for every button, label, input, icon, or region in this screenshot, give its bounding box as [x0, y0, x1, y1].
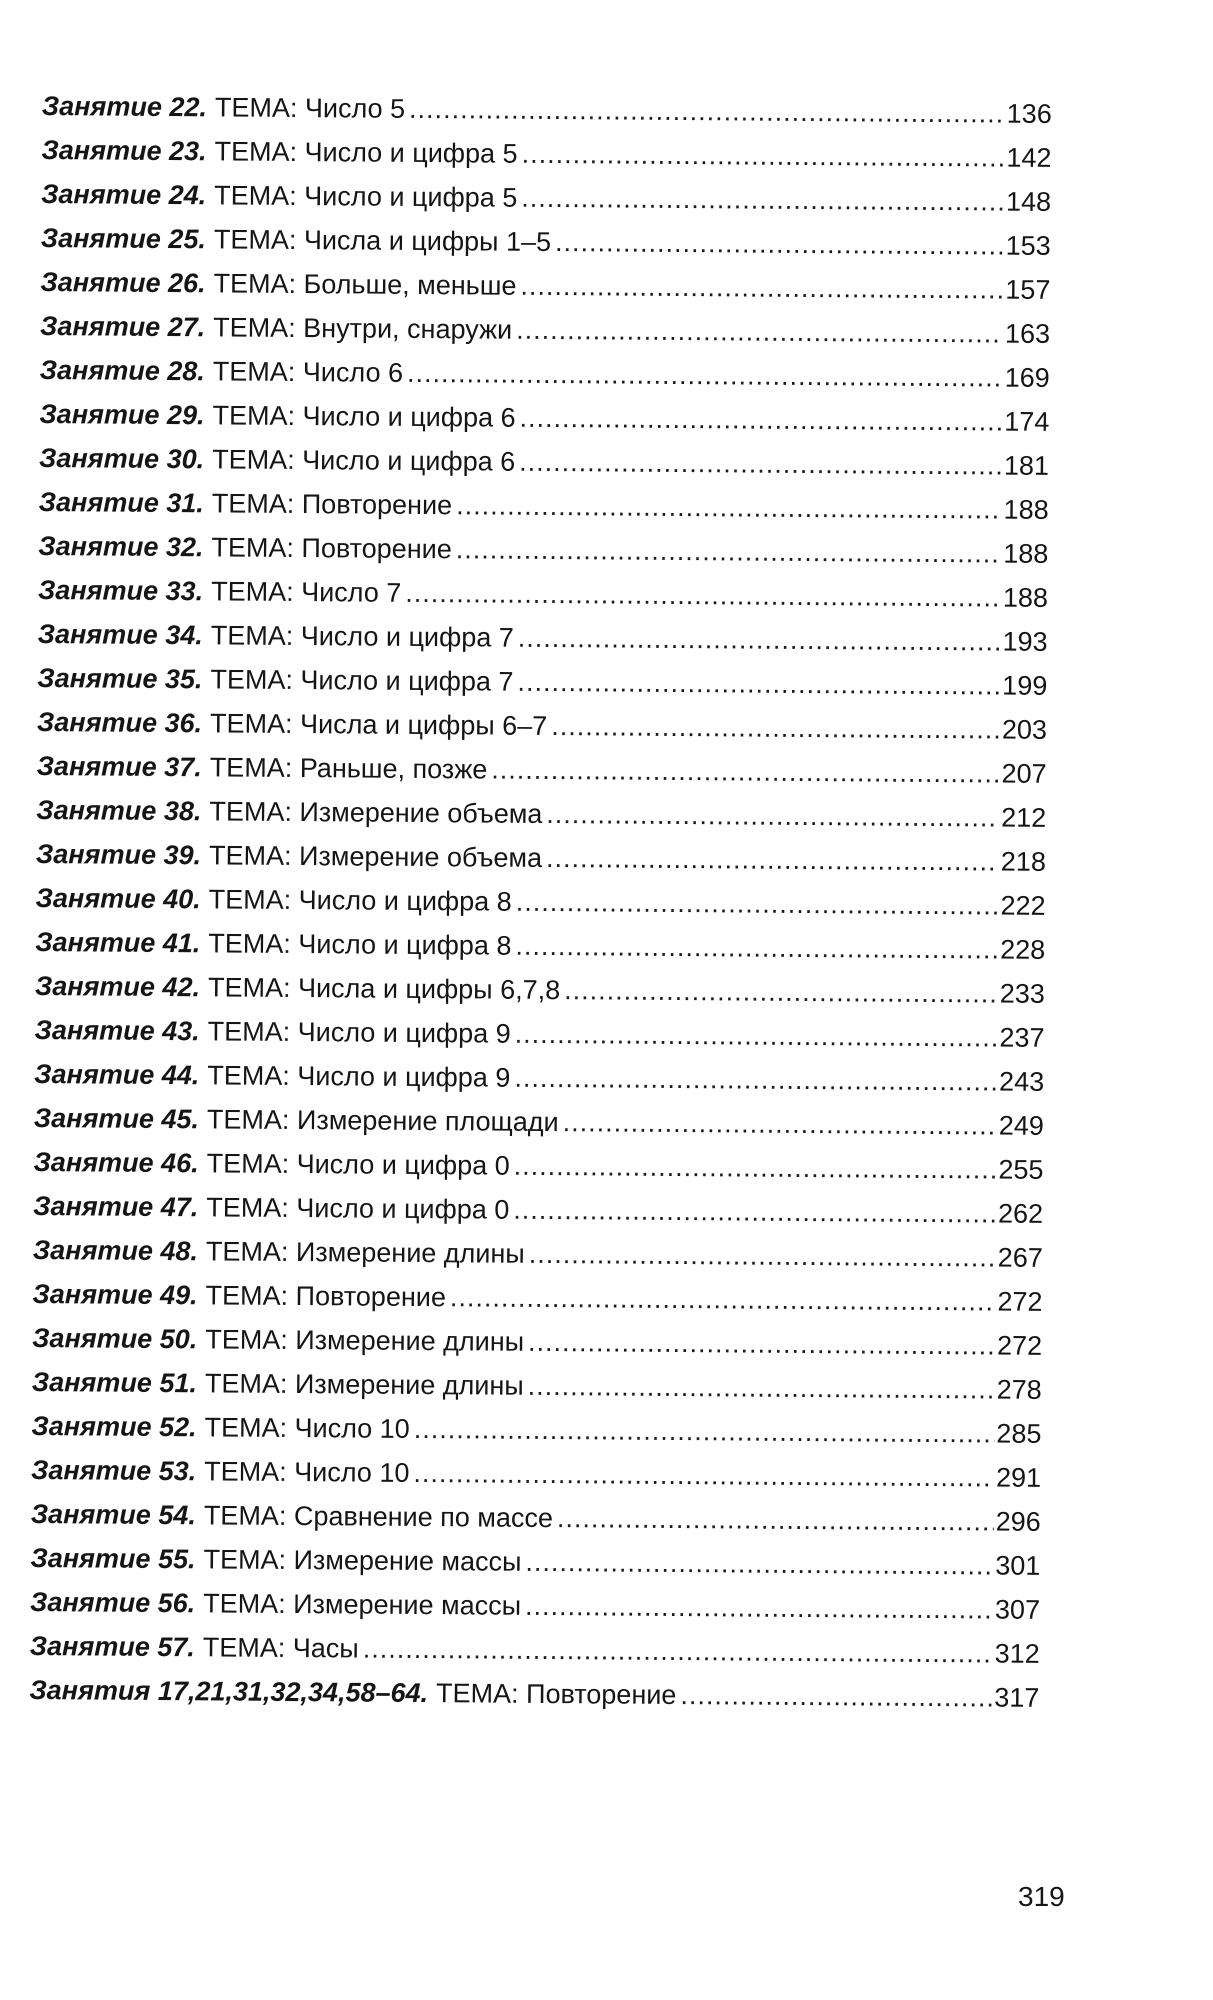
toc-entry	[40, 260, 1050, 312]
toc-entry	[38, 612, 1048, 664]
toc-entry-lesson: Занятие 31.	[38, 486, 204, 519]
toc-entry-title: ТЕМА: Сравнение по массе	[203, 1500, 554, 1534]
toc-entry	[39, 392, 1049, 444]
toc-entry	[35, 920, 1045, 972]
dot-leader	[551, 704, 1000, 752]
dot-leader	[528, 1320, 995, 1368]
toc-entry-lesson: Занятие 51.	[31, 1366, 198, 1399]
dot-leader	[555, 220, 1004, 268]
toc-entry-lesson: Занятие 37.	[36, 750, 202, 783]
toc-entry-lesson: Занятие 47.	[33, 1190, 199, 1223]
dot-leader	[521, 132, 1004, 180]
toc-entry-lesson: Занятие 48.	[32, 1234, 199, 1267]
toc-entry-title: ТЕМА: Число и цифра 7	[210, 664, 514, 697]
dot-leader	[409, 87, 1005, 136]
toc-entry-title: ТЕМА: Число и цифра 9	[207, 1016, 511, 1049]
toc-entry	[33, 1228, 1043, 1280]
toc-entry-lesson: Занятие 54.	[30, 1498, 197, 1531]
toc-entry	[34, 1052, 1044, 1104]
dot-leader	[528, 1364, 995, 1412]
toc-entry-lesson: Занятие 28.	[39, 354, 205, 387]
toc-entry-page: 243	[999, 1066, 1045, 1097]
toc-entry-title: ТЕМА: Внутри, снаружи	[213, 312, 513, 345]
toc-entry	[34, 1008, 1044, 1060]
toc-entry-lesson: Занятие 56.	[29, 1586, 196, 1619]
dot-leader	[516, 308, 1003, 356]
toc-entry-page: 249	[998, 1110, 1044, 1141]
toc-entry	[33, 1184, 1043, 1236]
toc-entry-page: 218	[1000, 846, 1047, 877]
toc-entry	[41, 216, 1051, 268]
toc-entry-lesson: Занятие 38.	[36, 794, 202, 827]
toc-entry	[39, 480, 1049, 532]
toc-entry-title: ТЕМА: Раньше, позже	[209, 752, 488, 785]
toc-entry-page: 174	[1004, 406, 1050, 437]
toc-entry-lesson: Занятие 57.	[29, 1630, 195, 1663]
toc-entry	[39, 436, 1049, 488]
toc-entry-title: ТЕМА: Число 7	[211, 576, 402, 608]
toc-entry	[32, 1272, 1042, 1324]
toc-entry-title: ТЕМА: Число 5	[214, 92, 406, 124]
toc-entry-page: 228	[1000, 934, 1046, 965]
toc-entry-lesson: Занятие 30.	[38, 442, 205, 475]
dot-leader	[518, 616, 1001, 664]
toc-entry	[41, 172, 1051, 224]
toc-entry-title: ТЕМА: Измерение длины	[205, 1324, 525, 1357]
toc-entry-title: ТЕМА: Число и цифра 0	[206, 1192, 510, 1225]
toc-entry-lesson: Занятие 26.	[40, 266, 206, 299]
toc-entry-title: ТЕМА: Число и цифра 8	[208, 884, 512, 917]
toc-entry-page: 222	[1000, 890, 1046, 921]
dot-leader	[405, 571, 1001, 620]
toc-entry	[32, 1316, 1042, 1368]
toc-entry-page: 181	[1003, 450, 1050, 481]
toc-entry-page: 207	[1001, 758, 1047, 789]
toc-entry-lesson: Занятие 34.	[37, 618, 203, 651]
toc-entry-lesson: Занятие 29.	[39, 398, 205, 431]
toc-entry-lesson: Занятие 36.	[36, 706, 203, 739]
dot-leader	[519, 440, 1002, 488]
toc-entry-title: ТЕМА: Число и цифра 0	[206, 1148, 510, 1181]
toc-entry	[36, 744, 1046, 796]
toc-entry-page: 291	[995, 1462, 1042, 1493]
toc-entry-title: ТЕМА: Число и цифра 6	[212, 444, 516, 477]
toc-entry-lesson: Занятие 55.	[30, 1542, 196, 1575]
toc-entry-page: 317	[994, 1682, 1040, 1713]
toc-entry-page: 148	[1005, 186, 1052, 217]
toc-entry	[36, 788, 1046, 840]
toc-entry-title: ТЕМА: Число 6	[212, 356, 404, 388]
dot-leader	[563, 1100, 997, 1147]
toc-entry	[35, 876, 1045, 928]
toc-entry-lesson: Занятие 25.	[40, 222, 207, 255]
toc-entry	[40, 348, 1050, 400]
toc-entry-title: ТЕМА: Часы	[202, 1632, 359, 1664]
toc-entry-lesson: Занятие 50.	[32, 1322, 198, 1355]
toc-entry-page: 199	[1002, 670, 1048, 701]
dot-leader	[516, 880, 999, 928]
toc-entry-page: 255	[998, 1154, 1044, 1185]
table-of-contents	[29, 84, 1052, 1720]
toc-entry-page: 188	[1002, 582, 1049, 613]
toc-entry	[30, 1624, 1040, 1676]
dot-leader	[514, 1056, 997, 1104]
dot-leader	[517, 660, 1000, 708]
toc-entry-title: ТЕМА: Повторение	[435, 1678, 677, 1711]
dot-leader	[521, 176, 1004, 224]
toc-entry-page: 237	[999, 1022, 1045, 1053]
dot-leader	[363, 1627, 993, 1676]
dot-leader	[546, 836, 999, 884]
dot-leader	[525, 1584, 993, 1632]
toc-entry	[30, 1580, 1040, 1632]
dot-leader	[525, 1540, 993, 1588]
dot-leader	[414, 1407, 995, 1456]
dot-leader	[520, 264, 1003, 312]
toc-entry	[40, 304, 1050, 356]
dot-leader	[515, 924, 998, 972]
toc-entry-lesson: Занятие 40.	[35, 882, 201, 915]
dot-leader	[546, 792, 999, 840]
toc-entry	[31, 1492, 1041, 1544]
dot-leader	[413, 1451, 994, 1500]
toc-entry-lesson: Занятие 32.	[38, 530, 204, 563]
toc-entry-page: 312	[994, 1638, 1040, 1669]
dot-leader	[456, 527, 1002, 575]
toc-entry	[35, 964, 1045, 1016]
toc-entry-title: ТЕМА: Измерение длины	[205, 1236, 525, 1269]
toc-entry	[37, 656, 1047, 708]
toc-entry	[31, 1404, 1041, 1456]
dot-leader	[491, 748, 1000, 796]
toc-entry-page: 296	[995, 1506, 1041, 1537]
toc-entry-title: ТЕМА: Измерение объема	[209, 796, 543, 829]
toc-entry-page: 142	[1006, 142, 1052, 173]
toc-entry-lesson: Занятие 46.	[33, 1146, 199, 1179]
toc-entry-title: ТЕМА: Числа и цифры 6,7,8	[207, 972, 561, 1006]
toc-entry-title: ТЕМА: Измерение площади	[206, 1104, 559, 1138]
toc-entry-title: ТЕМА: Число 10	[204, 1412, 410, 1444]
toc-entry-lesson: Занятие 24.	[41, 178, 207, 211]
toc-entry-title: ТЕМА: Измерение объема	[208, 840, 543, 873]
toc-entry-page: 136	[1006, 98, 1052, 129]
toc-entry	[36, 832, 1046, 884]
toc-entry-title: ТЕМА: Измерение массы	[203, 1544, 522, 1577]
toc-entry-lesson: Занятие 53.	[30, 1454, 197, 1487]
page-number: 319	[1018, 1881, 1065, 1912]
toc-entry-lesson: Занятие 41.	[35, 926, 201, 959]
toc-entry	[41, 128, 1051, 180]
toc-entry-page: 267	[997, 1242, 1043, 1273]
toc-entry	[34, 1096, 1044, 1148]
toc-entry-page: 233	[999, 978, 1046, 1009]
toc-entry-page: 307	[994, 1594, 1041, 1625]
toc-entry-title: ТЕМА: Число и цифра 6	[212, 400, 516, 433]
toc-entry-page: 169	[1004, 362, 1050, 393]
toc-entry-page: 203	[1001, 714, 1048, 745]
toc-entry	[38, 568, 1048, 620]
toc-entry-page: 193	[1002, 626, 1048, 657]
toc-entry-page: 301	[995, 1550, 1041, 1581]
toc-entry-lesson: Занятие 49.	[32, 1278, 198, 1311]
toc-entry-title: ТЕМА: Измерение массы	[203, 1588, 522, 1621]
toc-entry-page: 163	[1004, 318, 1051, 349]
toc-entry	[33, 1140, 1043, 1192]
toc-entry-page: 188	[1003, 494, 1049, 525]
toc-entry-page: 262	[997, 1198, 1044, 1229]
dot-leader	[407, 351, 1003, 400]
toc-entry-title: ТЕМА: Повторение	[205, 1280, 447, 1313]
toc-entry-page: 153	[1005, 230, 1051, 261]
toc-entry-page: 212	[1001, 802, 1047, 833]
toc-entry-lesson: Занятие 22.	[41, 90, 208, 123]
toc-entry	[31, 1448, 1041, 1500]
toc-entry-title: ТЕМА: Больше, меньше	[213, 268, 517, 301]
toc-entry	[30, 1536, 1040, 1588]
toc-entry-lesson: Занятие 35.	[37, 662, 203, 695]
toc-entry-lesson: Занятие 39.	[35, 838, 202, 871]
toc-entry-title: ТЕМА: Числа и цифры 6–7	[209, 708, 548, 741]
toc-entry-lesson: Занятие 43.	[34, 1014, 200, 1047]
toc-entry-lesson: Занятие 27.	[39, 310, 206, 343]
toc-entry	[29, 1668, 1039, 1720]
dot-leader	[557, 1496, 994, 1543]
toc-entry-lesson: Занятие 33.	[37, 574, 204, 607]
toc-entry-title: ТЕМА: Числа и цифры 1–5	[213, 224, 552, 258]
toc-entry-title: ТЕМА: Число и цифра 5	[214, 180, 518, 213]
dot-leader	[529, 1232, 996, 1280]
toc-entry-title: ТЕМА: Число и цифра 7	[210, 620, 514, 653]
toc-entry	[42, 84, 1052, 136]
toc-entry-title: ТЕМА: Число и цифра 8	[208, 928, 512, 961]
toc-entry-page: 188	[1003, 538, 1049, 569]
toc-entry	[38, 524, 1048, 576]
toc-entry-lesson: Занятие 42.	[34, 970, 201, 1003]
toc-entry-lesson: Занятие 52.	[31, 1410, 197, 1443]
dot-leader	[456, 483, 1002, 531]
toc-entry-lesson: Занятия 17,21,31,32,34,58–64.	[29, 1674, 429, 1709]
toc-entry-title: ТЕМА: Измерение длины	[204, 1368, 524, 1401]
dot-leader	[514, 1144, 997, 1192]
toc-entry-page: 272	[997, 1286, 1043, 1317]
toc-entry	[32, 1360, 1042, 1412]
toc-entry-title: ТЕМА: Число и цифра 5	[214, 136, 518, 169]
dot-leader	[515, 1012, 998, 1060]
toc-entry	[37, 700, 1047, 752]
toc-entry-title: ТЕМА: Число и цифра 9	[207, 1060, 511, 1093]
toc-entry-title: ТЕМА: Повторение	[211, 488, 453, 521]
dot-leader	[680, 1673, 992, 1719]
toc-entry-lesson: Занятие 44.	[34, 1058, 200, 1091]
toc-entry-lesson: Занятие 23.	[41, 134, 207, 167]
toc-entry-page: 278	[996, 1374, 1042, 1405]
dot-leader	[450, 1275, 996, 1323]
toc-entry-lesson: Занятие 45.	[33, 1102, 200, 1135]
toc-entry-title: ТЕМА: Число 10	[204, 1456, 410, 1488]
dot-leader	[519, 396, 1002, 444]
toc-entry-title: ТЕМА: Повторение	[211, 532, 452, 565]
toc-entry-page: 157	[1005, 274, 1051, 305]
toc-entry-page: 285	[996, 1418, 1042, 1449]
dot-leader	[513, 1188, 996, 1236]
dot-leader	[564, 968, 998, 1015]
toc-entry-page: 272	[996, 1330, 1043, 1361]
